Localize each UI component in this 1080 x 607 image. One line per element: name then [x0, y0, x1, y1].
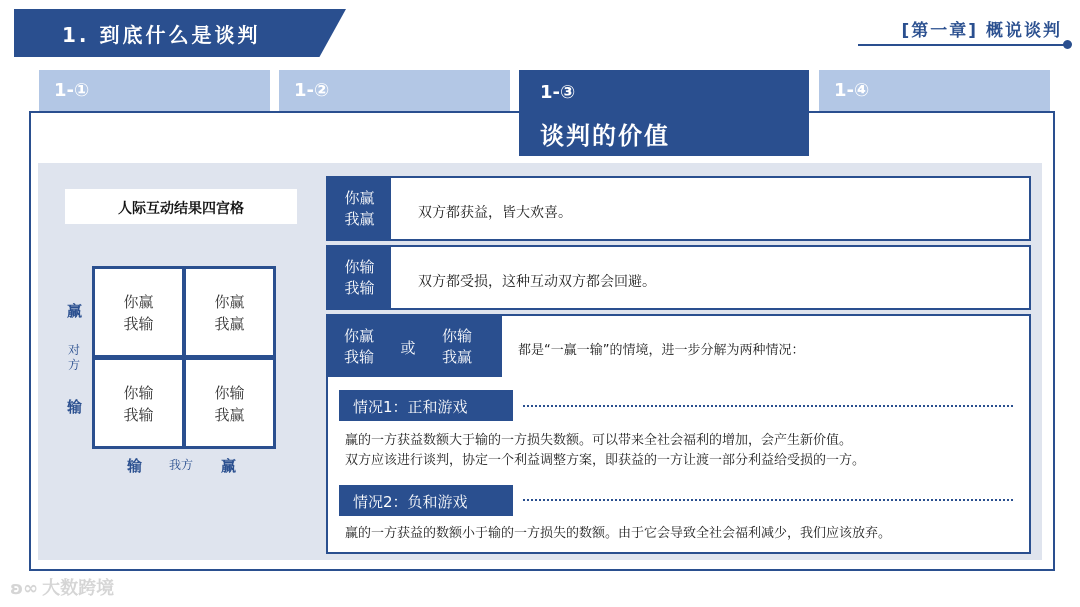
grid-cell-lose-lose [95, 360, 182, 446]
row-win-lose [326, 314, 1031, 554]
grid-cell-win-win [186, 269, 273, 355]
tab-label: 1-② [294, 80, 330, 101]
x-axis-title: 我方 [169, 458, 194, 472]
x-axis-left-label: 输 [127, 457, 143, 475]
grid-cell-win-lose [95, 269, 182, 355]
row-lose-lose [326, 245, 1031, 310]
row-tag [328, 178, 391, 239]
watermark [10, 574, 114, 600]
watermark-text: 大数跨境 [42, 578, 115, 599]
row-tag [328, 316, 502, 377]
y-axis-bottom-label: 输 [67, 398, 83, 416]
y-axis-top-label: 赢 [67, 302, 83, 320]
case-1-label [339, 390, 513, 421]
grid-cell-text: 你赢 我赢 [214, 293, 245, 333]
row-tag [328, 247, 391, 308]
outcome-grid [92, 266, 276, 449]
tab-1-1[interactable] [39, 70, 270, 111]
chapter-divider [858, 44, 1064, 46]
grid-cell-text: 你输 我输 [123, 384, 154, 424]
row-description: 双方都获益，皆大欢喜。 [418, 205, 572, 221]
case-divider [523, 499, 1013, 501]
row-win-win [326, 176, 1031, 241]
row-tag-text: 你赢 我赢 [344, 189, 375, 228]
case-divider [523, 405, 1013, 407]
case-1-description: 赢的一方获益数额大于输的一方损失数额。可以带来全社会福利的增加，会产生新价值。 双方应该进行谈判，协定一个利益调整方案，即获益的一方让渡一部分利益给受损的一方。 [345, 433, 866, 468]
page-title: 1. 到底什么是谈判 [62, 23, 261, 47]
row-description: 双方都受损，这种互动双方都会回避。 [418, 274, 656, 290]
section-title: 谈判的价值 [540, 122, 670, 150]
grid-title: 人际互动结果四宫格 [118, 201, 244, 217]
case-label-text: 情况1：正和游戏 [353, 398, 468, 416]
y-axis-title: 对 方 [68, 343, 81, 372]
tab-1-3-active[interactable] [519, 70, 809, 156]
row-description: 都是“一赢一输”的情境，进一步分解为两种情况： [518, 343, 805, 358]
case-2-description: 赢的一方获益的数额小于输的一方损失的数额。由于它会导致全社会福利减少，我们应该放弃。 [345, 526, 892, 541]
grid-cell-text: 你输 我赢 [214, 384, 245, 424]
row-tag-text: 你输 我输 [344, 258, 375, 297]
tab-1-2[interactable] [279, 70, 510, 111]
tab-label: 1-③ [540, 82, 576, 103]
chapter-dot [1063, 40, 1072, 49]
tab-1-4[interactable] [819, 70, 1050, 111]
watermark-logo-icon: ʚ∞ [10, 578, 39, 599]
grid-cell-text: 你赢 我输 [123, 293, 154, 333]
case-label-text: 情况2：负和游戏 [353, 493, 468, 511]
row-tag-text: 你输 我赢 [441, 327, 472, 366]
chapter-label: [第一章] 概说谈判 [901, 21, 1062, 41]
grid-cell-lose-win [186, 360, 273, 446]
case-2-label [339, 485, 513, 516]
grid-title-box [65, 189, 297, 224]
row-tag-or: 或 [400, 339, 416, 357]
x-axis-right-label: 赢 [221, 457, 237, 475]
row-tag-text: 你赢 我输 [343, 327, 374, 366]
tab-label: 1-④ [834, 80, 870, 101]
tab-label: 1-① [54, 80, 90, 101]
